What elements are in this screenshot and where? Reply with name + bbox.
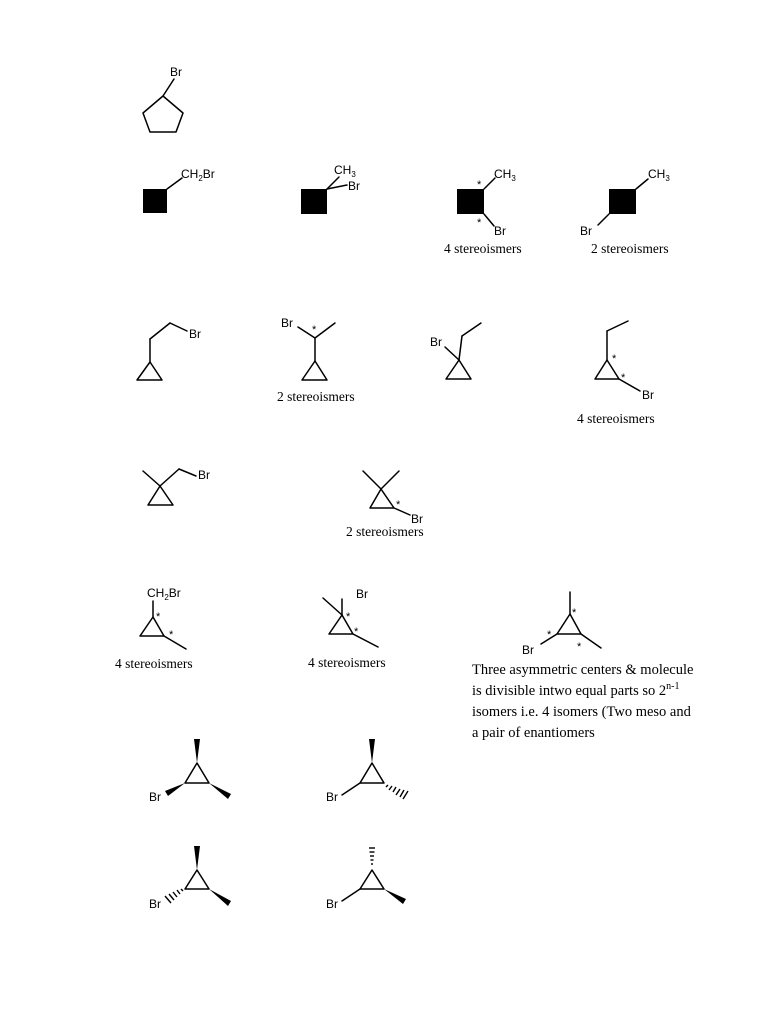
stereocenter-mark: * [312,324,317,336]
1-bromo-2-ethylcyclopropane-structure [577,321,655,426]
2-bromoethylcyclopropane-structure [137,323,201,380]
caption-2-stereoisomers: 2 stereoismers [277,389,355,404]
ch3-label: $CH_3$ [648,167,670,183]
1-bromomethyl-1-methylcyclopropane-structure [143,468,210,505]
ch3-label: $CH_3$ [494,167,516,183]
1-bromo-2-methylcyclobutane-structure [444,167,522,256]
br-label: Br [348,179,360,193]
br-label: Br [356,587,368,601]
stereocenter-mark: * [169,629,174,641]
ch2br-label: $CH_2Br$ [147,586,181,602]
stereocenter-mark: * [547,629,552,641]
explanation-note [472,662,693,741]
stereocenter-mark: * [477,179,482,191]
caption-2-stereoisomers: 2 stereoismers [346,524,424,539]
br-label: Br [198,468,210,482]
br-label: Br [281,316,293,330]
stereocenter-mark: * [354,626,359,638]
note-line-3: isomers i.e. 4 isomers (Two meso and [472,704,691,720]
caption-4-stereoisomers: 4 stereoismers [444,241,522,256]
1-bromo-1-ethylcyclopropane-structure [430,323,481,379]
br-label: Br [326,790,338,804]
br-label: Br [642,388,654,402]
caption-2-stereoisomers: 2 stereoismers [591,241,669,256]
1-bromo-1,2-dimethylcyclopropane-structure [308,587,386,670]
stereocenter-mark: * [346,611,351,623]
1-bromo-2,3-dimethylcyclopropane-structure [522,592,601,657]
stereocenter-mark: * [612,353,617,365]
ch3-label: $CH_3$ [334,163,356,179]
caption-4-stereoisomers: 4 stereoismers [308,655,386,670]
stereoisomer-drawing-2 [326,739,408,804]
1-bromo-1-methylcyclobutane-structure [301,163,360,214]
1-bromo-2,2-dimethylcyclopropane-structure [346,471,424,539]
br-label: Br [411,512,423,526]
stereocenter-mark: * [572,607,577,619]
br-label: Br [189,327,201,341]
stereocenter-mark: * [577,641,582,653]
stereocenter-mark: * [396,499,401,511]
br-label: Br [149,790,161,804]
stereoisomer-drawing-3 [149,846,231,911]
1-bromoethylcyclopropane-structure [277,316,355,404]
br-label: Br [522,643,534,657]
stereoisomer-drawing-1 [149,739,231,804]
br-label: Br [170,65,182,79]
note-line-1: Three asymmetric centers & molecule [472,662,694,678]
stereocenter-mark: * [156,611,161,623]
1-bromo-3-methylcyclobutane-structure [580,167,670,256]
bromocyclopentane-structure [143,65,183,132]
caption-4-stereoisomers: 4 stereoismers [115,656,193,671]
br-label: Br [580,224,592,238]
stereoisomer-drawing-4 [326,848,406,911]
ch2br-label: $CH_2Br$ [181,167,215,183]
br-label: Br [430,335,442,349]
br-label: Br [149,897,161,911]
br-label: Br [326,897,338,911]
bromomethylcyclobutane-structure [143,167,215,213]
note-line-2: is divisible intwo equal parts so 2$^{n-1}$ [472,681,680,699]
caption-4-stereoisomers: 4 stereoismers [577,411,655,426]
1-bromomethyl-2-methylcyclopropane-structure [115,586,193,671]
stereocenter-mark: * [477,217,482,229]
stereocenter-mark: * [621,372,626,384]
note-line-4: a pair of enantiomers [472,725,595,741]
br-label: Br [494,224,506,238]
